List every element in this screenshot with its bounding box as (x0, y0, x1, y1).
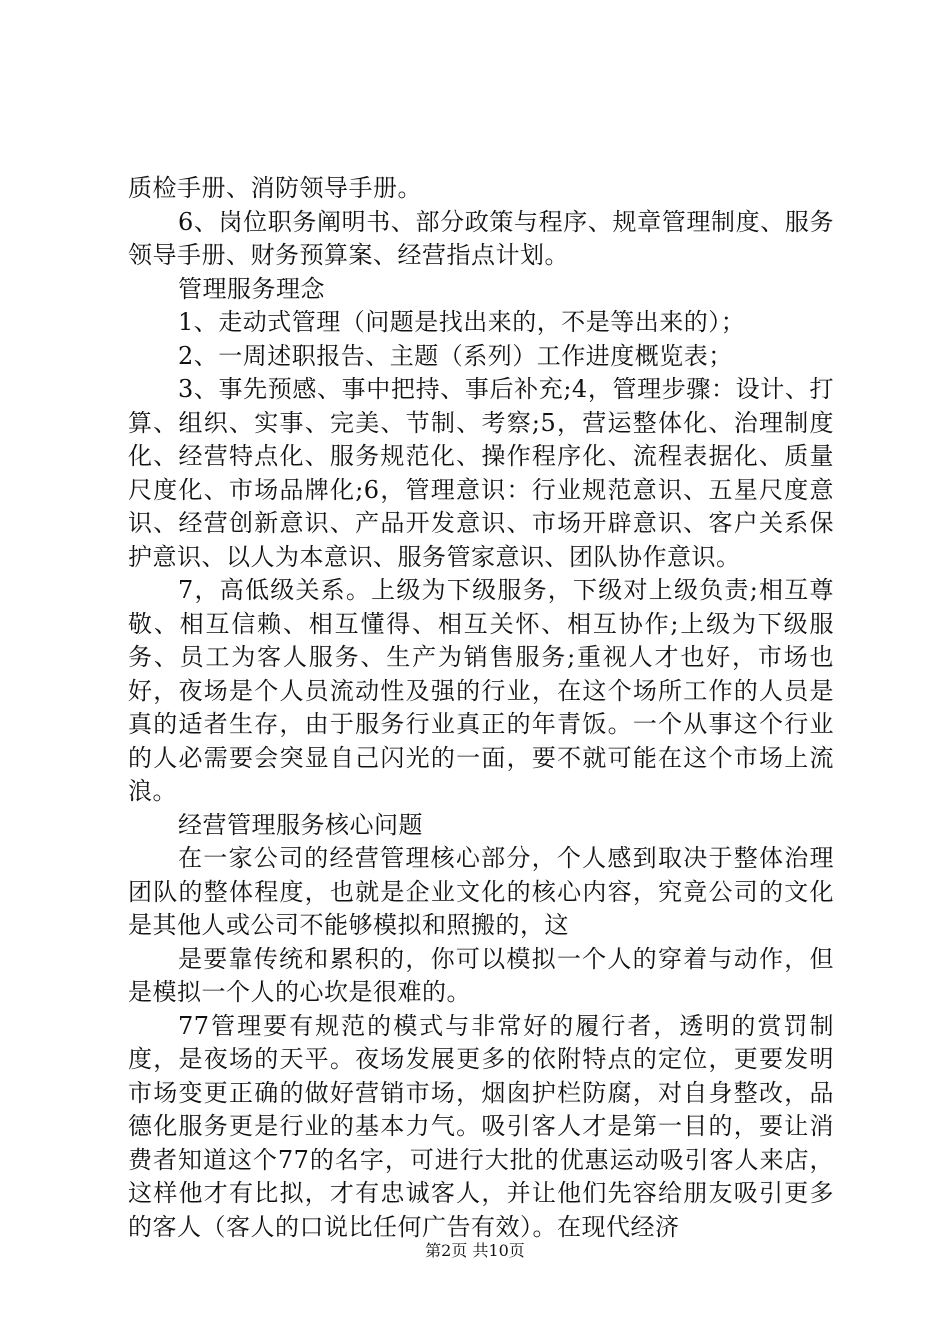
paragraph-2: 6、岗位职务阐明书、部分政策与程序、规章管理制度、服务领导手册、财务预算案、经营指点计划。 (128, 207, 834, 269)
paragraph-6: 7，高低级关系。上级为下级服务，下级对上级负责;相互尊敬、相互信赖、相互懂得、相互关怀、相互协作;上级为下级服务、员工为客人服务、生产为销售服务;重视人才也好，市场也好，夜场是个人员流动性及强的行业，在这个场所工作的人员是真的适者生存，由于服务行业真正的年青饭。一个从事这个行业的人必需要会突显自己闪光的一面，要不就可能在这个市场上流浪。 (128, 576, 834, 805)
section-heading-core-issues: 经营管理服务核心问题 (178, 810, 423, 839)
paragraph-1: 质检手册、消防领导手册。 (128, 174, 422, 202)
paragraph-3: 1、走动式管理（问题是找出来的，不是等出来的）； (178, 308, 746, 336)
document-body (128, 172, 834, 1244)
paragraph-9: 77管理要有规范的模式与非常好的履行者，透明的赏罚制度，是夜场的天平。夜场发展更多的依附特点的定位，更要发明市场变更正确的做好营销市场，烟囱护栏防腐，对自身整改，品德化服务更是行业的基本力气。吸引客人才是第一目的，要让消费者知道这个77的名字，可进行大批的优惠运动吸引客人来店，这样他才有比拟，才有忠诚客人，并让他们先容给朋友吸引更多的客人（客人的口说比任何广告有效）。在现代经济 (128, 1011, 834, 1241)
paragraph-4: 2、一周述职报告、主题（系列）工作进度概览表； (178, 341, 733, 370)
paragraph-8: 是要靠传统和累积的，你可以模拟一个人的穿着与动作，但是模拟一个人的心坎是很难的。 (128, 944, 834, 1006)
section-heading-management-philosophy: 管理服务理念 (178, 274, 325, 303)
paragraph-5: 3、事先预感、事中把持、事后补充;4，管理步骤：设计、打算、组织、实事、完美、节制、考察;5，营运整体化、治理制度化、经营特点化、服务规范化、操作程序化、流程表据化、质量尺度化、市场品牌化;6，管理意识：行业规范意识、五星尺度意识、经营创新意识、产品开发意识、市场开辟意识、客户关系保护意识、以人为本意识、服务管家意识、团队协作意识。 (128, 375, 834, 571)
page-number-footer: 第2页 共10页 (425, 1241, 525, 1260)
paragraph-7: 在一家公司的经营管理核心部分，个人感到取决于整体治理团队的整体程度，也就是企业文化的核心内容，究竟公司的文化是其他人或公司不能够模拟和照搬的，这 (128, 844, 834, 939)
